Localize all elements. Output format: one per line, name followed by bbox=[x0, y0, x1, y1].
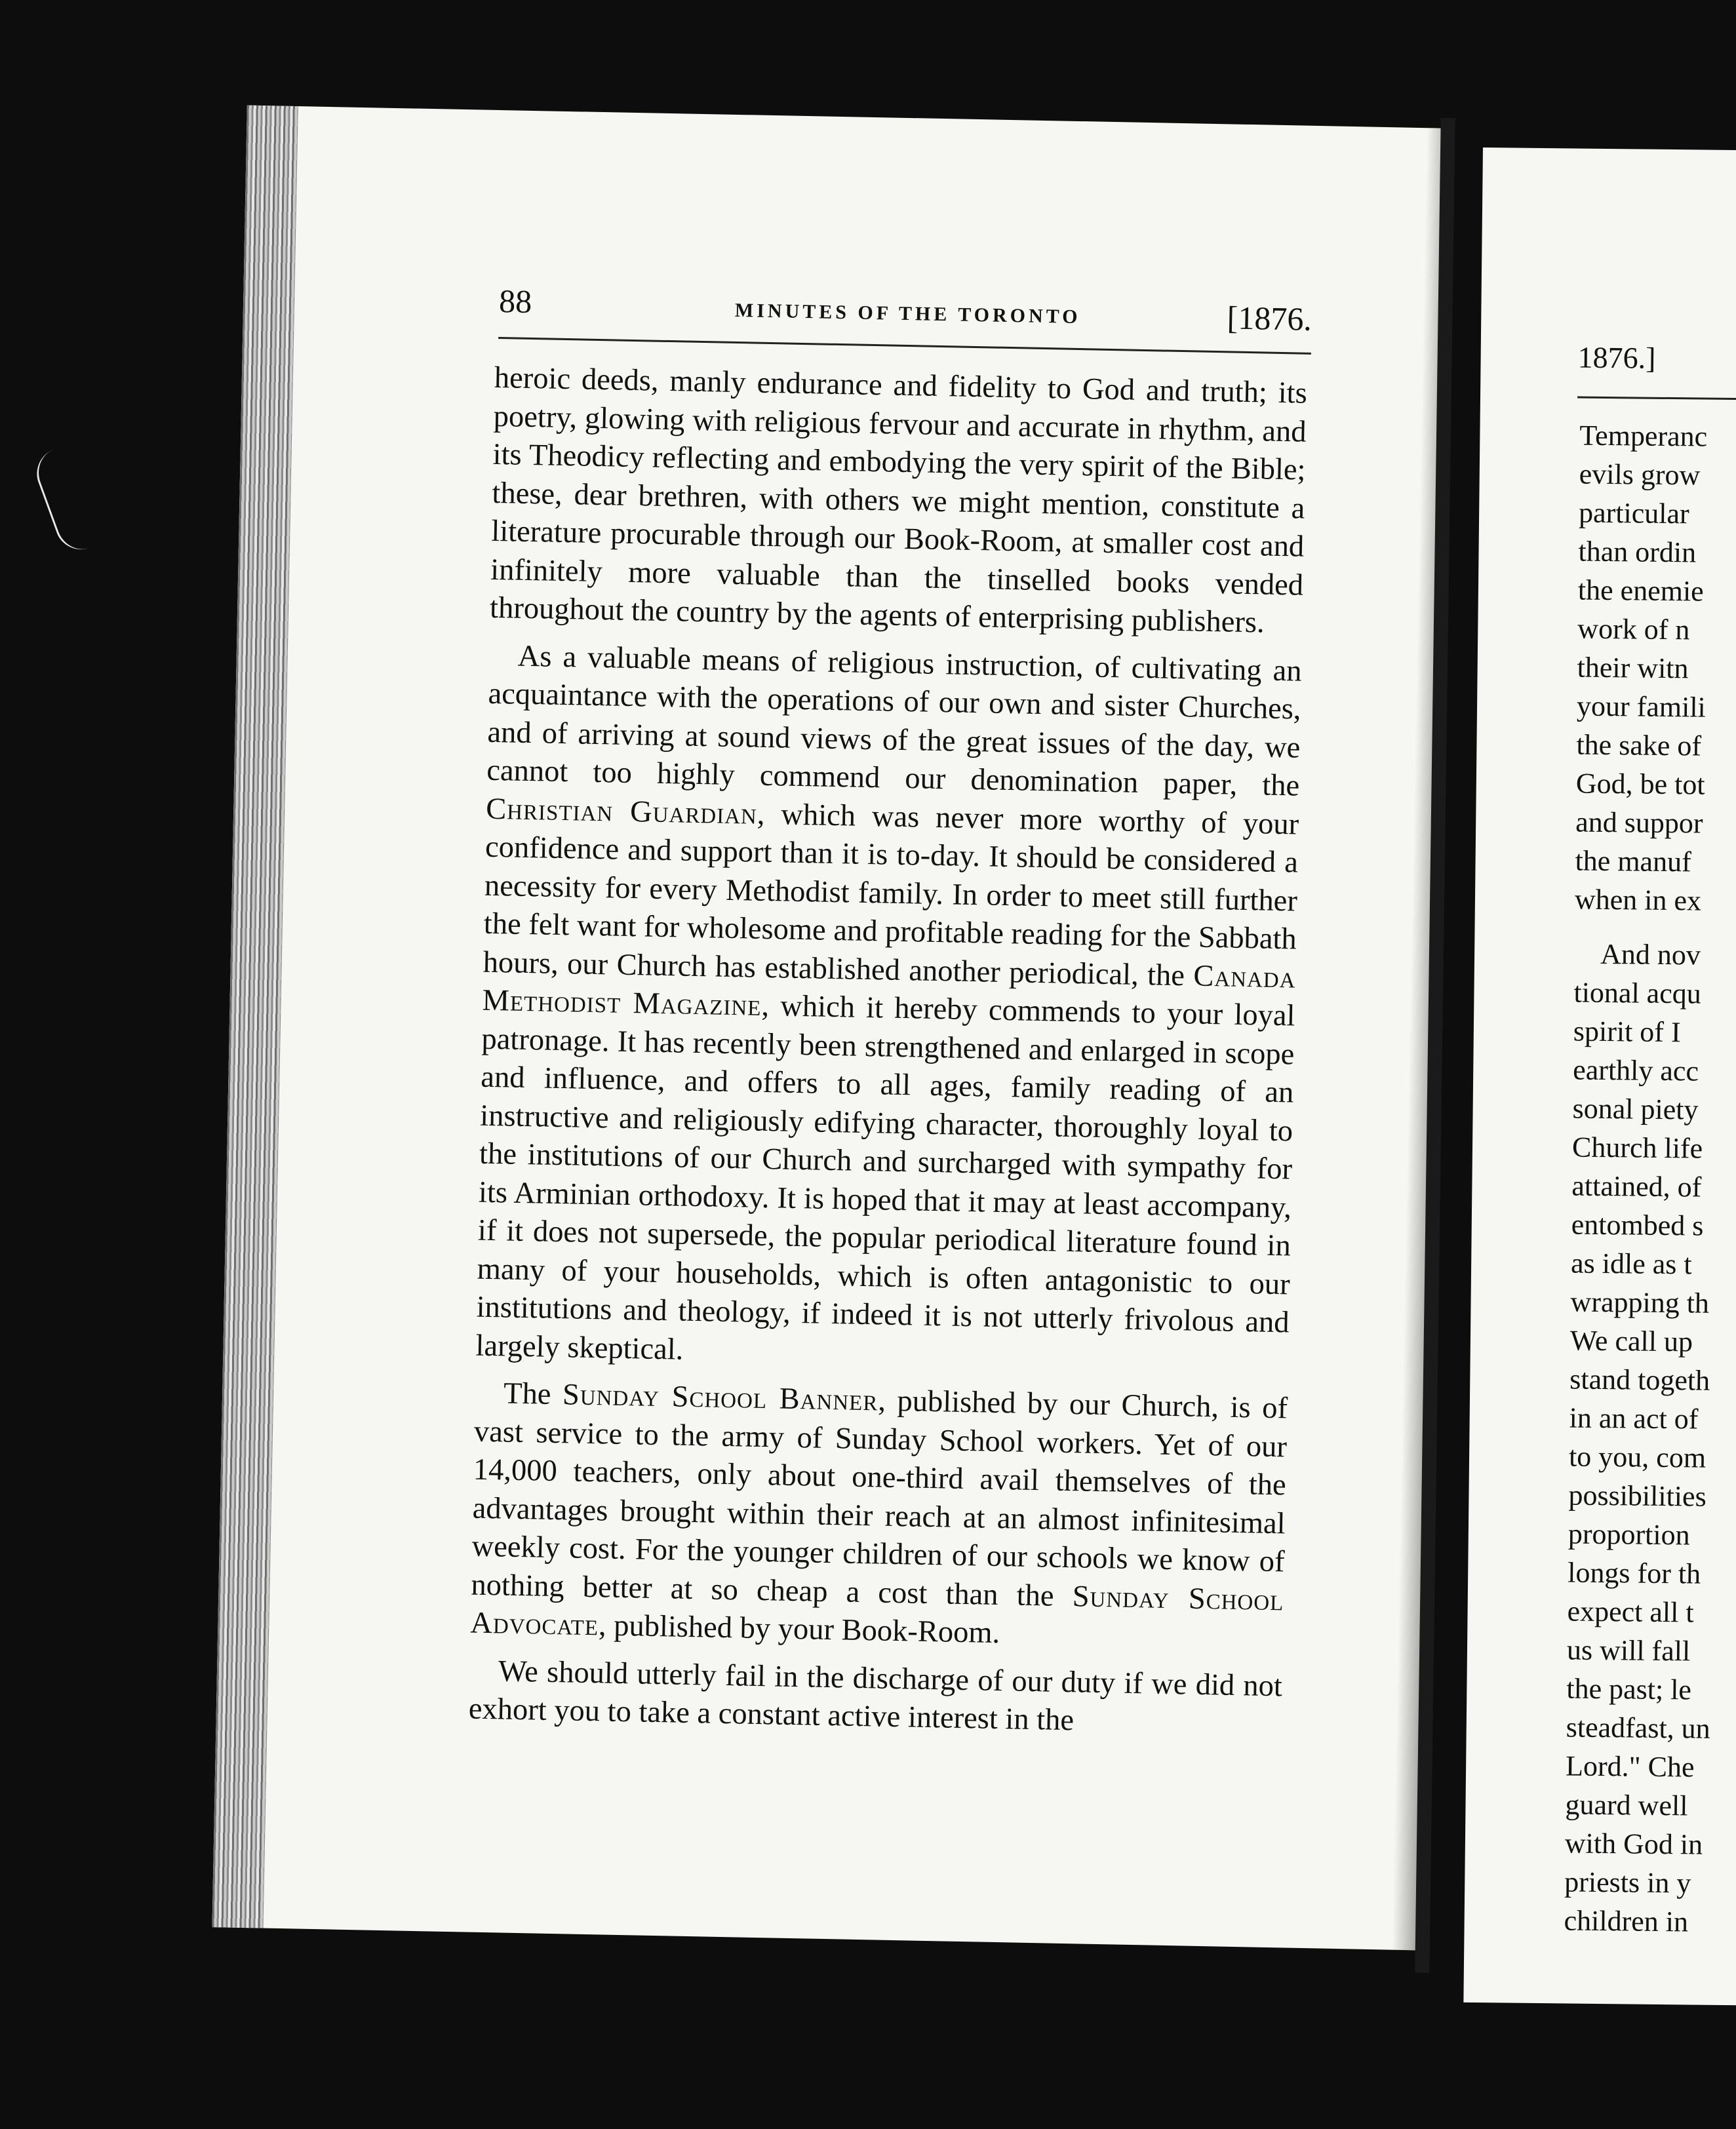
right-page-line: the past; le bbox=[1566, 1672, 1692, 1706]
paragraph-text: As a valuable means of religious instruction, of cultivating an acquaintance with the operations of our own and sister Churches, and of arriving at sound views of the great issues of the day, we cannot too highly commend our denomination paper, the bbox=[486, 639, 1303, 803]
right-page-line: stand togeth bbox=[1569, 1363, 1710, 1397]
paragraph-2 bbox=[475, 636, 1302, 1380]
paragraph-3 bbox=[470, 1375, 1288, 1658]
right-page-line: attained, of bbox=[1571, 1169, 1702, 1203]
right-page-line: in an act of bbox=[1569, 1401, 1699, 1436]
paragraph-text: , published by our Church, is of vast service to the army of Sunday School workers. Yet of our 14,000 teachers, only about one-third avail themselves of the advantages brought within their reach at an almost infinitesimal weekly cost. For the younger children of our schools we know of nothing better at so cheap a cost than the bbox=[471, 1384, 1288, 1613]
right-page-line: spirit of I bbox=[1573, 1015, 1681, 1049]
right-page-text bbox=[1564, 416, 1736, 1943]
right-page-line: the enemie bbox=[1577, 574, 1704, 608]
right-page-line: with God in bbox=[1564, 1827, 1703, 1861]
right-page-line: evils grow bbox=[1579, 458, 1701, 492]
paragraph-text: , which it hereby commends to your loyal patronage. It has recently been strengthened and enlarged in scope and influence, and offers to all ages, family reading of an instructive and religiously edifying character, thoroughly loyal to the institutions of our Church and surcharged with sympathy for its Arminian orthodoxy. It is hoped that it may at least accompany, if it does not supersede, the popular periodical literature found in many of your households, which is often antagonistic to our institutions and theology, if indeed it is not utterly frivolous and largely skeptical. bbox=[475, 988, 1295, 1367]
running-head bbox=[498, 282, 1312, 343]
right-page-line: your famili bbox=[1576, 690, 1706, 724]
right-page-line: possibilities bbox=[1568, 1479, 1706, 1513]
right-page-line: expect all t bbox=[1567, 1595, 1694, 1629]
paragraph-4 bbox=[468, 1652, 1282, 1744]
running-year: [1876. bbox=[1227, 299, 1312, 338]
right-page-line: the sake of bbox=[1576, 728, 1702, 762]
right-page-line: steadfast, un bbox=[1566, 1711, 1710, 1745]
right-page-line: entombed s bbox=[1571, 1208, 1704, 1242]
right-page-line: proportion bbox=[1568, 1517, 1690, 1552]
right-page-line: tional acqu bbox=[1573, 976, 1702, 1010]
right-page-line: children in bbox=[1564, 1904, 1689, 1938]
paragraph-1 bbox=[490, 359, 1308, 643]
page-number: 88 bbox=[498, 283, 532, 320]
stray-mark bbox=[30, 440, 117, 557]
right-page-line: particular bbox=[1578, 496, 1689, 530]
sunday-school-banner-title: Sunday School Banner bbox=[562, 1378, 878, 1418]
right-header-rule bbox=[1577, 397, 1736, 400]
right-page-line: priests in y bbox=[1564, 1865, 1691, 1900]
paragraph-text: heroic deeds, manly endurance and fidelity to God and truth; its poetry, glowing with religious fervour and accurate in rhythm, and its Theodicy reflecting and embodying the very spirit of the Bible; these, dear brethren, with others we might mention, constitute a literature procurable through our Book-Room, at smaller cost and infinitely more valuable than the tinselled books vended throughout the country by the agents of enterprising publishers. bbox=[489, 361, 1308, 640]
right-page-line: wrapping th bbox=[1570, 1285, 1710, 1319]
paragraph-text: The bbox=[503, 1377, 563, 1412]
right-page-line: the manuf bbox=[1575, 844, 1692, 878]
paragraph-text: We should utterly fail in the discharge of our duty if we did not exhort you to take a constant active interest in the bbox=[468, 1654, 1283, 1738]
right-page bbox=[1463, 147, 1736, 2005]
right-page-line: Lord." Che bbox=[1565, 1749, 1695, 1784]
right-page-line: God, be tot bbox=[1575, 767, 1705, 801]
right-page-line: as idle as t bbox=[1570, 1247, 1692, 1281]
right-page-line: We call up bbox=[1569, 1324, 1693, 1358]
right-page-line: us will fall bbox=[1566, 1633, 1691, 1668]
right-page-line: work of n bbox=[1577, 612, 1690, 646]
right-running-year: 1876.] bbox=[1577, 340, 1656, 375]
right-page-line: Church life bbox=[1571, 1131, 1703, 1165]
body-text bbox=[468, 359, 1307, 1753]
right-page-line: and suppor bbox=[1575, 806, 1703, 840]
christian-guardian-title: Christian Guardian bbox=[485, 792, 758, 831]
sunday-school-advocate-title: Sunday School Advocate bbox=[469, 1579, 1284, 1643]
right-page-line: when in ex bbox=[1574, 883, 1702, 917]
right-page-line: And nov bbox=[1600, 937, 1701, 971]
right-page-line: to you, com bbox=[1568, 1440, 1706, 1474]
right-page-line: longs for th bbox=[1567, 1556, 1701, 1590]
right-page-line: sonal piety bbox=[1572, 1092, 1699, 1126]
right-page-line: guard well bbox=[1565, 1788, 1688, 1822]
right-page-line: Temperanc bbox=[1579, 419, 1708, 453]
right-page-line: their witn bbox=[1577, 651, 1689, 685]
paragraph-text: , published by your Book-Room. bbox=[598, 1609, 1000, 1650]
left-page bbox=[212, 106, 1453, 1951]
canada-methodist-magazine-title: Canada Methodist Magazine bbox=[482, 959, 1297, 1023]
running-title: MINUTES OF THE TORONTO bbox=[734, 299, 1081, 328]
right-page-line: earthly acc bbox=[1573, 1053, 1699, 1087]
paragraph-text: , which was never more worthy of your confidence and support than it is to-day. It should be considered a necessity for every Methodist family. In order to meet still further the felt want for wholesome and profitable reading for the Sabbath hours, our Church has established another periodical, the bbox=[483, 797, 1299, 993]
page-edges bbox=[212, 106, 298, 1928]
right-page-line: than ordin bbox=[1578, 535, 1697, 569]
